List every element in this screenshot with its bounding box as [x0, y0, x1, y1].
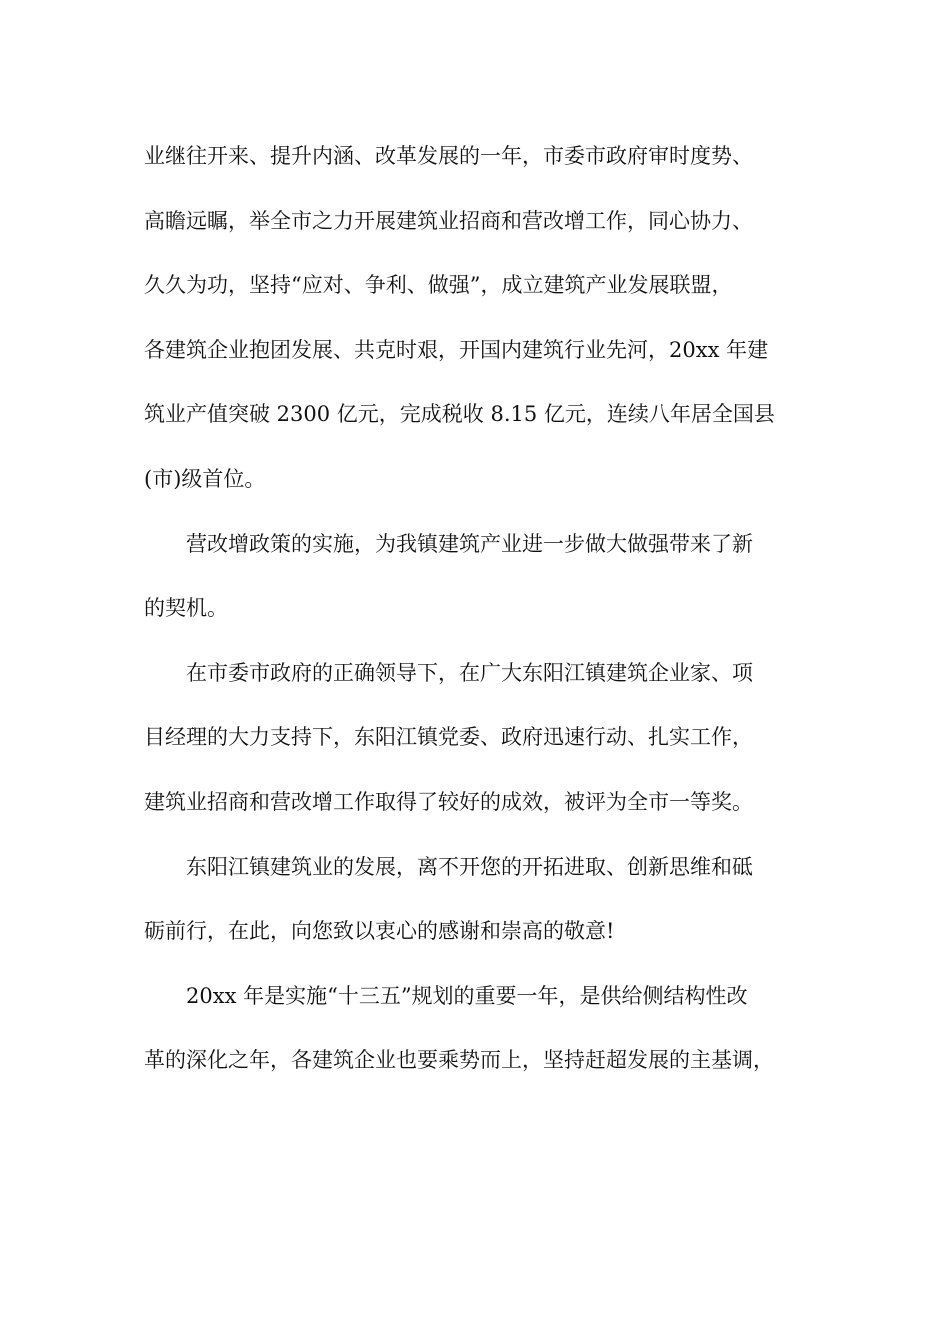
text-line: 砺前行，在此，向您致以衷心的感谢和崇高的敬意!: [144, 919, 615, 944]
paragraph-1: [144, 124, 824, 512]
body-text: [144, 124, 824, 1093]
text-line: 东阳江镇建筑业的发展，离不开您的开拓进取、创新思维和砥: [186, 854, 753, 879]
paragraph-3: [144, 641, 824, 835]
text-line: 业继往开来、提升内涵、改革发展的一年，市委市政府审时度势、: [144, 144, 753, 168]
text-line: 各建筑企业抱团发展、共克时艰，开国内建筑行业先河，20xx 年建: [144, 337, 769, 362]
text-line: 的契机。: [144, 596, 228, 621]
text-line: 建筑业招商和营改增工作取得了较好的成效，被评为全市一等奖。: [144, 789, 753, 814]
paragraph-5: [144, 964, 824, 1093]
text-line: 高瞻远瞩，举全市之力开展建筑业招商和营改增工作，同心协力、: [144, 208, 753, 233]
text-line: 营改增政策的实施，为我镇建筑产业进一步做大做强带来了新: [186, 531, 753, 556]
text-line: 久久为功，坚持“应对、争利、做强”，成立建筑产业发展联盟，: [144, 273, 733, 298]
text-line: 20xx 年是实施“十三五”规划的重要一年，是供给侧结构性改: [186, 983, 748, 1008]
text-line: (市)级首位。: [144, 466, 266, 491]
paragraph-4: [144, 835, 824, 964]
text-line: 目经理的大力支持下，东阳江镇党委、政府迅速行动、扎实工作，: [144, 725, 753, 750]
text-line: 筑业产值突破 2300 亿元，完成税收 8.15 亿元，连续八年居全国县: [144, 402, 775, 427]
paragraph-2: [144, 512, 824, 641]
text-line: 革的深化之年，各建筑企业也要乘势而上，坚持赶超发展的主基调，: [144, 1048, 774, 1073]
text-line: 在市委市政府的正确领导下，在广大东阳江镇建筑企业家、项: [186, 660, 753, 685]
